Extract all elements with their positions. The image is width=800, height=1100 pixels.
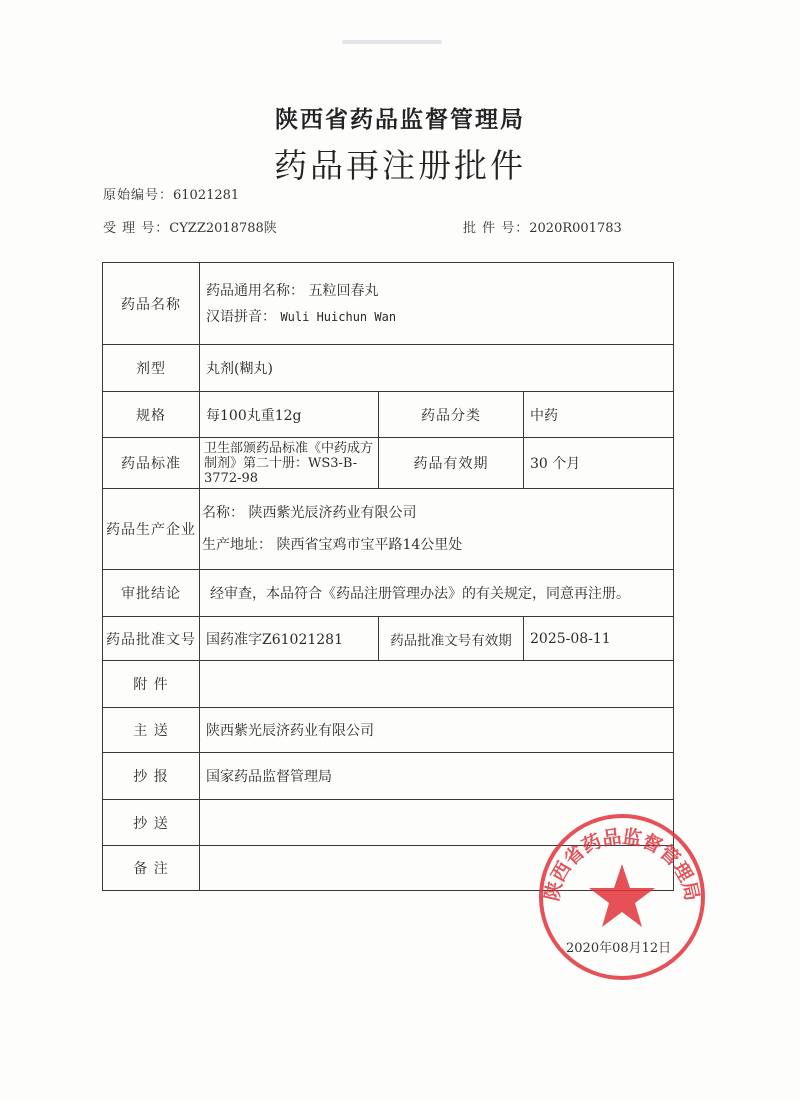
approval-table bbox=[102, 262, 674, 891]
acceptance-number-line bbox=[103, 217, 277, 236]
official-seal bbox=[537, 812, 707, 982]
approval-document-number: 2020R001783 bbox=[529, 221, 622, 236]
table-row bbox=[103, 753, 674, 800]
table-row bbox=[103, 392, 674, 438]
issuing-authority: 陕西省药品监督管理局 bbox=[275, 106, 525, 133]
conclusion: 经审查，本品符合《药品注册管理办法》的有关规定，同意再注册。 bbox=[200, 570, 674, 617]
dosage-form: 丸剂(糊丸) bbox=[200, 345, 674, 392]
shelf-life-label: 药品有效期 bbox=[379, 438, 524, 489]
table-row bbox=[103, 438, 674, 489]
approval-document-number-line bbox=[463, 217, 622, 236]
attachment-label: 附 件 bbox=[103, 661, 200, 708]
manufacturer-name: 陕西紫光辰济药业有限公司 bbox=[248, 505, 417, 521]
report-to-label: 抄 报 bbox=[103, 753, 200, 800]
drug-standard: 卫生部颁药品标准《中药成方制剂》第二十册：WS3-B-3772-98 bbox=[200, 438, 379, 489]
document-title: 药品再注册批件 bbox=[274, 146, 526, 185]
remarks-label: 备 注 bbox=[103, 846, 200, 891]
manufacturer-address: 陕西省宝鸡市宝平路14公里处 bbox=[276, 537, 463, 553]
table-row bbox=[103, 708, 674, 753]
original-number-line bbox=[103, 184, 239, 203]
manufacturer-label: 药品生产企业 bbox=[103, 489, 200, 570]
drug-name-cell bbox=[200, 263, 674, 345]
table-row bbox=[103, 617, 674, 661]
original-number: 61021281 bbox=[173, 188, 240, 203]
shelf-life: 30 个月 bbox=[524, 438, 674, 489]
approval-number-validity-label: 药品批准文号有效期 bbox=[379, 617, 524, 661]
dosage-form-label: 剂型 bbox=[103, 345, 200, 392]
drug-category: 中药 bbox=[524, 392, 674, 438]
specification-label: 规格 bbox=[103, 392, 200, 438]
send-to-label: 主 送 bbox=[103, 708, 200, 753]
drug-standard-label: 药品标准 bbox=[103, 438, 200, 489]
specification: 每100丸重12g bbox=[200, 392, 379, 438]
pinyin-label: 汉语拼音： bbox=[206, 308, 276, 325]
manufacturer-cell bbox=[200, 489, 674, 570]
approval-document-number-label: 批 件 号： bbox=[463, 221, 530, 236]
generic-name-line bbox=[206, 278, 673, 304]
drug-category-label: 药品分类 bbox=[379, 392, 524, 438]
acceptance-number-label: 受 理 号： bbox=[103, 221, 170, 236]
original-number-label: 原始编号： bbox=[103, 188, 174, 203]
manufacturer-name-label: 名称： bbox=[202, 505, 244, 521]
generic-name-label: 药品通用名称： bbox=[206, 282, 304, 299]
scan-mark bbox=[342, 40, 442, 44]
pinyin: Wuli Huichun Wan bbox=[280, 309, 397, 324]
table-row bbox=[103, 263, 674, 345]
table-row bbox=[103, 489, 674, 570]
approval-number-label: 药品批准文号 bbox=[103, 617, 200, 661]
pinyin-line bbox=[206, 304, 673, 330]
manufacturer-address-label: 生产地址： bbox=[202, 537, 272, 553]
attachment bbox=[200, 661, 674, 708]
conclusion-label: 审批结论 bbox=[103, 570, 200, 617]
manufacturer-name-line bbox=[202, 497, 673, 529]
table-row bbox=[103, 661, 674, 708]
report-to: 国家药品监督管理局 bbox=[200, 753, 674, 800]
acceptance-number: CYZZ2018788陕 bbox=[169, 221, 277, 236]
table-row bbox=[103, 570, 674, 617]
manufacturer-address-line bbox=[202, 529, 673, 561]
cc-label: 抄 送 bbox=[103, 800, 200, 846]
approval-number: 国药准字Z61021281 bbox=[200, 617, 379, 661]
drug-name-label: 药品名称 bbox=[103, 263, 200, 345]
seal-text: 陕西省药品监督管理局 bbox=[540, 825, 704, 903]
table-row bbox=[103, 345, 674, 392]
approval-number-validity: 2025-08-11 bbox=[524, 617, 674, 661]
generic-name: 五粒回春丸 bbox=[308, 282, 379, 299]
issue-date: 2020年08月12日 bbox=[566, 941, 672, 956]
send-to: 陕西紫光辰济药业有限公司 bbox=[200, 708, 674, 753]
star-icon bbox=[589, 864, 655, 927]
